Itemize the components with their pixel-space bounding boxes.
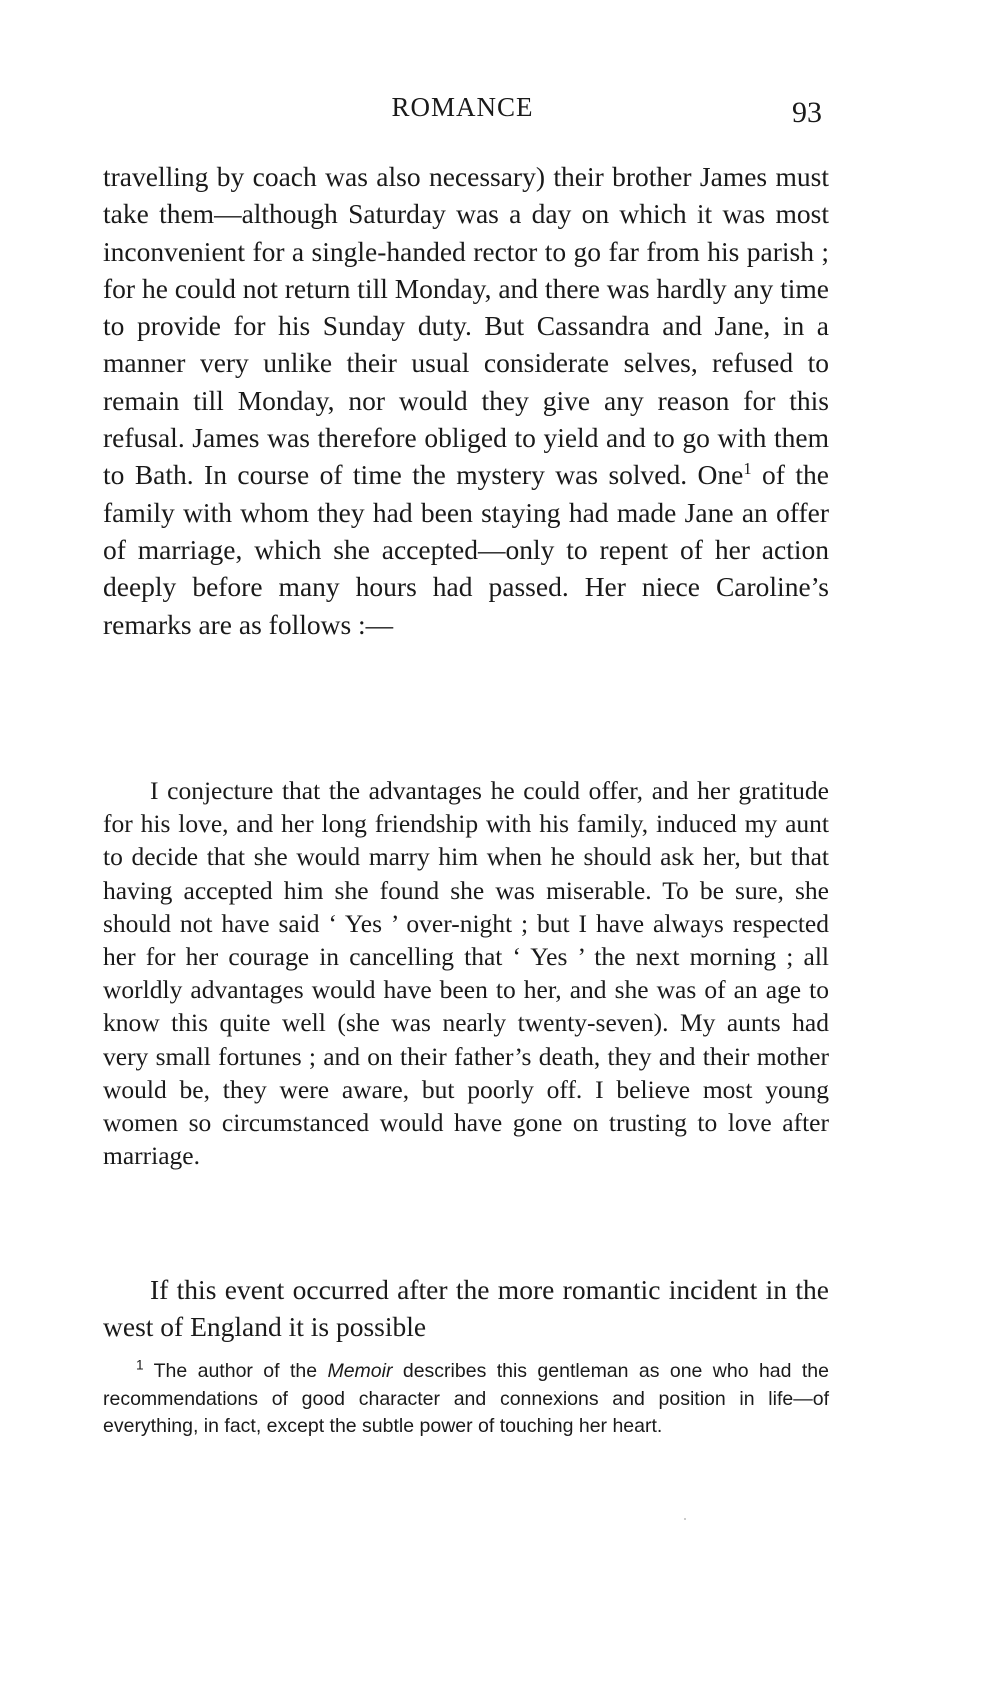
page-speck [684, 1518, 686, 1520]
footnote-reference: 1 [743, 459, 752, 479]
block-quote [103, 774, 829, 1172]
closing-paragraph-text: If this event occurred after the more romantic incident in the west of England it is possible [103, 1274, 829, 1342]
page-number: 93 [792, 96, 822, 129]
paragraph-text-part2: of the family with whom they had been staying had made Jane an offer of marriage, which she accepted—only to repent of her action deeply before many hours had passed. Her niece Caroline’s remarks are as follows :— [103, 459, 829, 640]
main-paragraph [103, 158, 829, 643]
footnote-text-after: describes this gentleman as one who had the recommendations of good character and connexions and position in life—of everything, in fact, except the subtle power of touching her heart. [103, 1360, 829, 1437]
running-title: ROMANCE [391, 92, 534, 122]
footnote-text-before: The author of the [143, 1360, 328, 1382]
running-head [0, 92, 1000, 132]
footnote-marker: 1 [136, 1357, 144, 1373]
quote-text: I conjecture that the advantages he could offer, and her gratitude for his love, and her long friendship with his family, induced my aunt to decide that she would marry him when he should ask her, but that having accepted him she found she was miserable. To be sure, she should not have said ‘ Yes ’ over-night ; but I have always respected her for her courage in cancelling that ‘ Yes ’ the next morning ; all worldly advantages would have been to her, and she was of an age to know this quite well (she was nearly twenty-seven). My aunts had very small fortunes ; and on their father’s death, they and their mother would be, they were aware, but poorly off. I believe most young women so circumstanced would have gone on trusting to love after marriage. [103, 776, 829, 1171]
closing-paragraph [103, 1271, 829, 1345]
footnote-italic-title: Memoir [327, 1360, 393, 1382]
paragraph-text-part1: travelling by coach was also necessary) their brother James must take them—although Saturday was a day on which it was most inconvenient for a single-handed rector to go far from his parish ; for he could not return till Monday, and there was hardly any time to provide for his Sunday duty. But Cassandra and Jane, in a manner very unlike their usual considerate selves, refused to remain till Monday, nor would they give any reason for this refusal. James was therefore obliged to yield and to go with them to Bath. In course of time the mystery was solved. One [103, 161, 829, 491]
footnote-text [103, 1358, 829, 1441]
paragraph-continued [103, 158, 829, 643]
footnote [103, 1358, 829, 1441]
